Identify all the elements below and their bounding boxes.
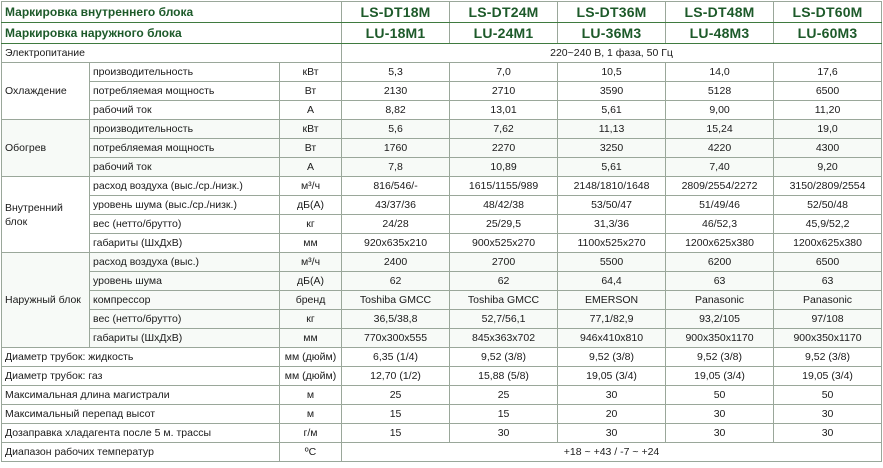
value-cell: 19,05 (3/4) <box>666 367 774 386</box>
outdoor-model: LU-18M1 <box>342 23 450 44</box>
outdoor-model: LU-36M3 <box>558 23 666 44</box>
value-cell: 7,0 <box>450 63 558 82</box>
value-cell: 7,62 <box>450 120 558 139</box>
value-cell: 53/50/47 <box>558 196 666 215</box>
value-cell: 52,7/56,1 <box>450 310 558 329</box>
param-label: уровень шума <box>90 272 280 291</box>
value-cell: 2700 <box>450 253 558 272</box>
outdoor-model: LU-24M1 <box>450 23 558 44</box>
value-cell: 5,3 <box>342 63 450 82</box>
spec-row <box>2 272 882 291</box>
value-cell: Panasonic <box>774 291 882 310</box>
value-cell: 19,0 <box>774 120 882 139</box>
value-cell: 15,24 <box>666 120 774 139</box>
indoor-model: LS-DT24M <box>450 2 558 23</box>
param-label: Диапазон рабочих температур <box>2 443 280 462</box>
param-label: рабочий ток <box>90 158 280 177</box>
param-label: Диаметр трубок: жидкость <box>2 348 280 367</box>
param-label: производительность <box>90 63 280 82</box>
spec-row <box>2 310 882 329</box>
value-cell: 15,88 (5/8) <box>450 367 558 386</box>
value-cell: 48/42/38 <box>450 196 558 215</box>
value-cell: 30 <box>558 424 666 443</box>
param-label: уровень шума (выс./ср./низк.) <box>90 196 280 215</box>
value-cell: 1200х625х380 <box>774 234 882 253</box>
spec-row <box>2 405 882 424</box>
spec-row <box>2 120 882 139</box>
value-cell: 9,20 <box>774 158 882 177</box>
value-cell: 30 <box>774 424 882 443</box>
value-cell: 816/546/- <box>342 177 450 196</box>
value-cell: 51/49/46 <box>666 196 774 215</box>
param-label: Максимальный перепад высот <box>2 405 280 424</box>
value-cell: 3150/2809/2554 <box>774 177 882 196</box>
unit-cell: А <box>280 158 342 177</box>
value-cell: 14,0 <box>666 63 774 82</box>
value-cell: 1760 <box>342 139 450 158</box>
value-cell: 25 <box>450 386 558 405</box>
value-cell: 2130 <box>342 82 450 101</box>
group-label: Обогрев <box>2 120 90 177</box>
outdoor-model: LU-48M3 <box>666 23 774 44</box>
param-label: расход воздуха (выс.) <box>90 253 280 272</box>
value-cell: 11,20 <box>774 101 882 120</box>
value-cell: 30 <box>666 405 774 424</box>
indoor-model: LS-DT60M <box>774 2 882 23</box>
param-label: вес (нетто/брутто) <box>90 215 280 234</box>
value-cell: 3250 <box>558 139 666 158</box>
value-cell: 93,2/105 <box>666 310 774 329</box>
value-cell: 2710 <box>450 82 558 101</box>
value-cell: 12,70 (1/2) <box>342 367 450 386</box>
value-cell: 900х525х270 <box>450 234 558 253</box>
value-cell: 9,00 <box>666 101 774 120</box>
value-cell: 7,8 <box>342 158 450 177</box>
power-value: 220~240 В, 1 фаза, 50 Гц <box>342 44 882 63</box>
value-cell: 2809/2554/2272 <box>666 177 774 196</box>
power-row <box>2 44 882 63</box>
value-cell: +18 ~ +43 / -7 ~ +24 <box>342 443 882 462</box>
spec-row <box>2 424 882 443</box>
spec-row <box>2 101 882 120</box>
value-cell: 43/37/36 <box>342 196 450 215</box>
unit-cell: кг <box>280 310 342 329</box>
param-label: потребляемая мощность <box>90 139 280 158</box>
value-cell: 946х410х810 <box>558 329 666 348</box>
value-cell: 24/28 <box>342 215 450 234</box>
value-cell: 52/50/48 <box>774 196 882 215</box>
spec-row <box>2 158 882 177</box>
value-cell: 8,82 <box>342 101 450 120</box>
value-cell: 11,13 <box>558 120 666 139</box>
power-label: Электропитание <box>2 44 342 63</box>
unit-cell: мм <box>280 329 342 348</box>
value-cell: 30 <box>774 405 882 424</box>
param-label: габариты (ШхДхВ) <box>90 329 280 348</box>
value-cell: 15 <box>342 424 450 443</box>
value-cell: 2400 <box>342 253 450 272</box>
value-cell: 4300 <box>774 139 882 158</box>
unit-cell: мм (дюйм) <box>280 367 342 386</box>
outdoor-model-row <box>2 23 882 44</box>
value-cell: 30 <box>558 386 666 405</box>
group-label: Наружный блок <box>2 253 90 348</box>
unit-cell: кВт <box>280 63 342 82</box>
value-cell: 50 <box>774 386 882 405</box>
indoor-model: LS-DT36M <box>558 2 666 23</box>
value-cell: 5500 <box>558 253 666 272</box>
value-cell: 63 <box>666 272 774 291</box>
spec-row <box>2 253 882 272</box>
value-cell: 6200 <box>666 253 774 272</box>
unit-cell: мм <box>280 234 342 253</box>
value-cell: 46/52,3 <box>666 215 774 234</box>
indoor-model: LS-DT48M <box>666 2 774 23</box>
param-label: производительность <box>90 120 280 139</box>
value-cell: 30 <box>666 424 774 443</box>
value-cell: 6500 <box>774 253 882 272</box>
unit-cell: м³/ч <box>280 177 342 196</box>
value-cell: 20 <box>558 405 666 424</box>
outdoor-model: LU-60M3 <box>774 23 882 44</box>
unit-cell: А <box>280 101 342 120</box>
outdoor-model-label: Маркировка наружного блока <box>2 23 342 44</box>
unit-cell: Вт <box>280 139 342 158</box>
value-cell: 19,05 (3/4) <box>558 367 666 386</box>
value-cell: Panasonic <box>666 291 774 310</box>
unit-cell: г/м <box>280 424 342 443</box>
value-cell: 63 <box>774 272 882 291</box>
value-cell: 2148/1810/1648 <box>558 177 666 196</box>
spec-table <box>1 1 882 462</box>
value-cell: 25 <box>342 386 450 405</box>
spec-row <box>2 348 882 367</box>
unit-cell: ºС <box>280 443 342 462</box>
group-label: Охлаждение <box>2 63 90 120</box>
value-cell: 1200х625х380 <box>666 234 774 253</box>
value-cell: 920х635х210 <box>342 234 450 253</box>
value-cell: 1615/1155/989 <box>450 177 558 196</box>
value-cell: 64,4 <box>558 272 666 291</box>
spec-table-body <box>2 2 882 462</box>
indoor-model-label: Маркировка внутреннего блока <box>2 2 342 23</box>
spec-row <box>2 215 882 234</box>
value-cell: 13,01 <box>450 101 558 120</box>
value-cell: 36,5/38,8 <box>342 310 450 329</box>
value-cell: 6500 <box>774 82 882 101</box>
spec-row <box>2 139 882 158</box>
unit-cell: дБ(А) <box>280 272 342 291</box>
unit-cell: кг <box>280 215 342 234</box>
spec-row <box>2 196 882 215</box>
indoor-model-row <box>2 2 882 23</box>
param-label: Дозаправка хладагента после 5 м. трассы <box>2 424 280 443</box>
unit-cell: м <box>280 386 342 405</box>
param-label: компрессор <box>90 291 280 310</box>
indoor-model: LS-DT18M <box>342 2 450 23</box>
spec-row <box>2 82 882 101</box>
value-cell: 2270 <box>450 139 558 158</box>
value-cell: 5,61 <box>558 158 666 177</box>
value-cell: 19,05 (3/4) <box>774 367 882 386</box>
value-cell: 31,3/36 <box>558 215 666 234</box>
value-cell: 15 <box>450 405 558 424</box>
value-cell: 900х350х1170 <box>666 329 774 348</box>
spec-row <box>2 386 882 405</box>
value-cell: EMERSON <box>558 291 666 310</box>
value-cell: 7,40 <box>666 158 774 177</box>
spec-row <box>2 291 882 310</box>
value-cell: 10,89 <box>450 158 558 177</box>
value-cell: 900х350х1170 <box>774 329 882 348</box>
unit-cell: бренд <box>280 291 342 310</box>
value-cell: 5128 <box>666 82 774 101</box>
value-cell: 30 <box>450 424 558 443</box>
param-label: Диаметр трубок: газ <box>2 367 280 386</box>
param-label: потребляемая мощность <box>90 82 280 101</box>
param-label: рабочий ток <box>90 101 280 120</box>
spec-row <box>2 234 882 253</box>
value-cell: 15 <box>342 405 450 424</box>
value-cell: 9,52 (3/8) <box>558 348 666 367</box>
value-cell: 50 <box>666 386 774 405</box>
value-cell: 4220 <box>666 139 774 158</box>
unit-cell: мм (дюйм) <box>280 348 342 367</box>
value-cell: 62 <box>450 272 558 291</box>
value-cell: 77,1/82,9 <box>558 310 666 329</box>
value-cell: 9,52 (3/8) <box>450 348 558 367</box>
group-label: Внутренний блок <box>2 177 90 253</box>
unit-cell: Вт <box>280 82 342 101</box>
value-cell: 5,6 <box>342 120 450 139</box>
value-cell: 845х363х702 <box>450 329 558 348</box>
value-cell: 9,52 (3/8) <box>774 348 882 367</box>
param-label: расход воздуха (выс./ср./низк.) <box>90 177 280 196</box>
unit-cell: м <box>280 405 342 424</box>
param-label: габариты (ШхДхВ) <box>90 234 280 253</box>
spec-row <box>2 63 882 82</box>
value-cell: 1100х525х270 <box>558 234 666 253</box>
value-cell: 45,9/52,2 <box>774 215 882 234</box>
value-cell: 6,35 (1/4) <box>342 348 450 367</box>
param-label: вес (нетто/брутто) <box>90 310 280 329</box>
value-cell: 97/108 <box>774 310 882 329</box>
unit-cell: кВт <box>280 120 342 139</box>
value-cell: 5,61 <box>558 101 666 120</box>
unit-cell: м³/ч <box>280 253 342 272</box>
spec-row <box>2 177 882 196</box>
value-cell: 770х300х555 <box>342 329 450 348</box>
param-label: Максимальная длина магистрали <box>2 386 280 405</box>
value-cell: 17,6 <box>774 63 882 82</box>
spec-row <box>2 367 882 386</box>
value-cell: 9,52 (3/8) <box>666 348 774 367</box>
temp-range-row <box>2 443 882 462</box>
unit-cell: дБ(А) <box>280 196 342 215</box>
spec-row <box>2 329 882 348</box>
value-cell: 25/29,5 <box>450 215 558 234</box>
value-cell: Toshiba GMCC <box>342 291 450 310</box>
value-cell: 10,5 <box>558 63 666 82</box>
value-cell: 3590 <box>558 82 666 101</box>
value-cell: Toshiba GMCC <box>450 291 558 310</box>
value-cell: 62 <box>342 272 450 291</box>
